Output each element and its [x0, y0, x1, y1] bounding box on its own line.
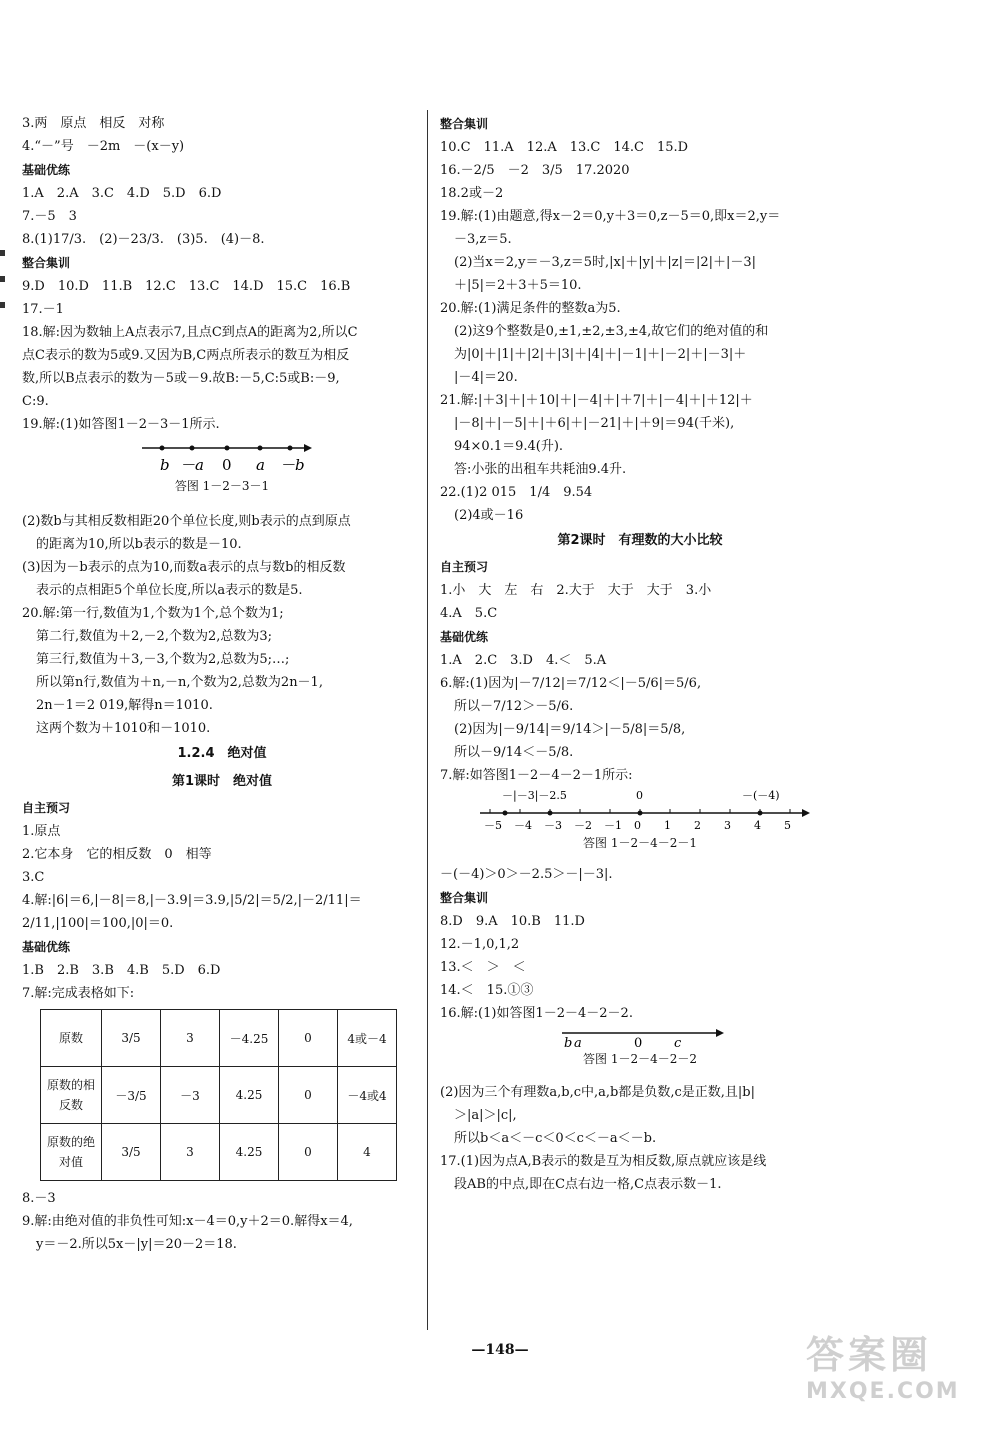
answer-line: 3.C [22, 870, 45, 885]
section-heading: 自主预习 [22, 801, 71, 815]
table-header-cell: 原数 [41, 1010, 102, 1067]
answer-line: －(－4)＞0＞－2.5＞－|－3|. [440, 867, 613, 882]
point-label: －b [280, 456, 305, 474]
point-label: a [256, 456, 265, 474]
answer-line: 点C表示的数为5或9.又因为B,C两点所表示的数互为相反 [22, 348, 350, 363]
point-label: a [574, 1036, 582, 1049]
answer-line: (2)因为三个有理数a,b,c中,a,b都是负数,c是正数,且|b| [440, 1085, 755, 1100]
answer-line: 所以－7/12＞－5/6. [454, 699, 574, 714]
answer-line: 10.C 11.A 12.A 13.C 14.C 15.D [440, 140, 689, 155]
point-label: c [674, 1036, 682, 1049]
section-heading: 整合集训 [440, 117, 489, 131]
answer-line: 的距离为10,所以b表示的数是－10. [36, 537, 242, 552]
table-row [41, 1010, 397, 1067]
answer-line: 所以－9/14＜－5/8. [454, 745, 574, 760]
point-label: 0 [222, 456, 232, 474]
answer-line: 9.D 10.D 11.B 12.C 13.C 14.D 15.C 16.B [22, 279, 351, 294]
answer-line: 19.解:(1)由题意,得x－2＝0,y＋3＝0,z－5＝0,即x＝2,y＝ [440, 209, 781, 224]
point-mark [638, 811, 643, 816]
answer-line: ＋|5|＝2＋3＋5＝10. [454, 278, 582, 293]
point-label: b [564, 1036, 573, 1049]
answer-line: 16.解:(1)如答图1－2－4－2－2. [440, 1006, 633, 1021]
answer-line: 22.(1)2 015 1/4 9.54 [440, 485, 593, 500]
answer-line: 20.解:(1)满足条件的整数a为5. [440, 301, 621, 316]
answer-line: 第二行,数值为＋2,－2,个数为2,总数为3; [36, 629, 272, 644]
answer-line: 1.B 2.B 3.B 4.B 5.D 6.D [22, 963, 221, 978]
table-cell: 0 [279, 1010, 338, 1067]
answer-line: 7.解:完成表格如下: [22, 986, 135, 1001]
answer-line: 14.＜ 15.①③ [440, 983, 534, 998]
section-heading: 基础优练 [440, 630, 489, 644]
point-label: －a [180, 456, 204, 474]
table-header-cell: 原数的绝对值 [41, 1124, 102, 1181]
answer-line: (2)数b与其相反数相距20个单位长度,则b表示的点到原点 [22, 514, 351, 529]
answer-line: 第三行,数值为＋3,－3,个数为2,总数为5;…; [36, 652, 290, 667]
top-label: 0 [636, 789, 643, 802]
answer-line: 数,所以B点表示的数为－5或－9.故B:－5,C:5或B:－9, [22, 371, 340, 386]
column-divider [427, 110, 428, 1330]
point-label: 0 [634, 1036, 643, 1049]
answer-line: 8.－3 [22, 1191, 56, 1206]
table-cell: 4.25 [220, 1124, 279, 1181]
answer-line: 18.解:因为数轴上A点表示7,且点C到点A的距离为2,所以C [22, 325, 358, 340]
answer-line: 2.它本身 它的相反数 0 相等 [22, 847, 212, 862]
answer-line: ＞|a|＞|c|, [454, 1108, 517, 1123]
answer-line: 4.“－”号 －2m －(x－y) [22, 139, 185, 154]
answer-line: 7.解:如答图1－2－4－2－1所示: [440, 768, 633, 783]
tick-label: 0 [634, 819, 641, 832]
section-title: 1.2.4 绝对值 [177, 746, 267, 761]
section-heading: 自主预习 [440, 560, 489, 574]
right-column [440, 112, 840, 1196]
watermark-logo [806, 1324, 976, 1412]
point-mark [225, 446, 230, 451]
table-cell: 4或－4 [338, 1010, 397, 1067]
tick-label: －5 [484, 819, 502, 832]
answer-line: 这两个数为＋1010和－1010. [36, 721, 211, 736]
answer-line: 17.－1 [22, 302, 64, 317]
table-row [41, 1124, 397, 1181]
section-heading: 基础优练 [22, 163, 71, 177]
answer-line: (2)因为|－9/14|＝9/14＞|－5/8|＝5/8, [454, 722, 686, 737]
tick-label: －1 [604, 819, 622, 832]
point-mark [160, 446, 165, 451]
answer-line: (2)当x＝2,y＝－3,z＝5时,|x|＋|y|＋|z|＝|2|＋|－3| [454, 255, 757, 270]
answer-line: 94×0.1＝9.4(升). [454, 439, 564, 454]
table-cell: －3/5 [102, 1067, 161, 1124]
answer-line: 8.D 9.A 10.B 11.D [440, 914, 585, 929]
top-label: －(－4) [742, 789, 780, 802]
answer-line: 9.解:由绝对值的非负性可知:x－4＝0,y＋2＝0.解得x＝4, [22, 1214, 353, 1229]
table-row [41, 1067, 397, 1124]
answer-line: 7.－5 3 [22, 209, 77, 224]
answer-line: 19.解:(1)如答图1－2－3－1所示. [22, 417, 220, 432]
answer-line: 17.(1)因为点A,B表示的数是互为相反数,原点就应该是线 [440, 1154, 767, 1169]
absolute-value-table [40, 1009, 397, 1181]
figure-caption: 答图 1－2－4－2－1 [583, 836, 697, 850]
answer-line: 13.＜ ＞ ＜ [440, 960, 526, 975]
point-mark [190, 446, 195, 451]
arrow-icon [802, 809, 810, 817]
answer-line: －3,z＝5. [454, 232, 512, 247]
answer-line: 表示的点相距5个单位长度,所以a表示的数是5. [36, 583, 303, 598]
tick-label: －4 [514, 819, 532, 832]
table-cell: －4.25 [220, 1010, 279, 1067]
section-heading: 整合集训 [440, 891, 489, 905]
answer-line: (2)这9个整数是0,±1,±2,±3,±4,故它们的绝对值的和 [454, 324, 769, 339]
lesson-title: 第1课时 绝对值 [171, 774, 273, 789]
page-number: —148— [471, 1342, 529, 1358]
answer-line: (3)因为－b表示的点为10,而数a表示的点与数b的相反数 [22, 560, 346, 575]
answer-line: 8.(1)17/3. (2)－23/3. (3)5. (4)－8. [22, 232, 265, 247]
table-cell: 0 [279, 1067, 338, 1124]
tick-label: 3 [724, 819, 731, 832]
answer-line: 21.解:|＋3|＋|＋10|＋|－4|＋|＋7|＋|－4|＋|＋12|＋ [440, 393, 753, 408]
answer-line: 所以第n行,数值为＋n,－n,个数为2,总数为2n－1, [36, 675, 323, 690]
table-cell: 3/5 [102, 1124, 161, 1181]
tick-label: 2 [694, 819, 701, 832]
answer-line: 1.原点 [22, 824, 61, 839]
answer-line: (2)4或－16 [454, 508, 524, 523]
section-heading: 基础优练 [22, 940, 71, 954]
point-label: b [160, 456, 170, 474]
arrow-icon [304, 444, 312, 452]
figure-caption: 答图 1－2－4－2－2 [583, 1052, 697, 1066]
answer-line: 1.A 2.C 3.D 4.＜ 5.A [440, 653, 607, 668]
number-line-figure-1 [22, 436, 422, 476]
lesson-title: 第2课时 有理数的大小比较 [557, 533, 723, 548]
answer-line: |－4|＝20. [454, 370, 518, 385]
table-cell: 3/5 [102, 1010, 161, 1067]
table-cell: 3 [161, 1010, 220, 1067]
point-mark [258, 446, 263, 451]
answer-line: 18.2或－2 [440, 186, 504, 201]
answer-line: 16.－2/5 －2 3/5 17.2020 [440, 163, 630, 178]
answer-line: 1.小 大 左 右 2.大于 大于 大于 3.小 [440, 583, 712, 598]
table-cell: 4 [338, 1124, 397, 1181]
point-mark [503, 811, 508, 816]
table-cell: 3 [161, 1124, 220, 1181]
answer-line: y＝－2.所以5x－|y|＝20－2＝18. [36, 1237, 237, 1252]
answer-line: 答:小张的出租车共耗油9.4升. [454, 462, 627, 477]
top-label: －|－3|－2.5 [502, 789, 567, 802]
point-mark [548, 811, 553, 816]
tick-label: 1 [664, 819, 671, 832]
answer-line: 2n－1＝2 019,解得n＝1010. [36, 698, 213, 713]
tick-label: 5 [784, 819, 791, 832]
tick-label: －3 [544, 819, 562, 832]
answer-line: 6.解:(1)因为|－7/12|＝7/12＜|－5/6|＝5/6, [440, 676, 702, 691]
table-cell: 0 [279, 1124, 338, 1181]
tick-label: 4 [754, 819, 761, 832]
answer-line: 所以b＜a＜－c＜0＜c＜－a＜－b. [454, 1131, 657, 1146]
answer-line: 20.解:第一行,数值为1,个数为1个,总个数为1; [22, 606, 284, 621]
answer-line: 12.－1,0,1,2 [440, 937, 520, 952]
answer-line: |－8|＋|－5|＋|＋6|＋|－21|＋|＋9|＝94(千米), [454, 416, 735, 431]
answer-line: 3.两 原点 相反 对称 [22, 116, 165, 131]
answer-line: 段AB的中点,即在C点右边一格,C点表示数－1. [454, 1177, 722, 1192]
table-cell: －4或4 [338, 1067, 397, 1124]
watermark-url: MXQE.COM [806, 1379, 960, 1404]
table-cell: －3 [161, 1067, 220, 1124]
number-line-figure-3 [440, 1025, 840, 1049]
binding-marks [0, 250, 6, 330]
tick-label: －2 [574, 819, 592, 832]
answer-line: 4.A 5.C [440, 606, 498, 621]
answer-line: 4.解:|6|＝6,|－8|＝8,|－3.9|＝3.9,|5/2|＝5/2,|－2/11|＝ [22, 893, 362, 908]
section-heading: 整合集训 [22, 256, 71, 270]
point-mark [288, 446, 293, 451]
answer-line: 为|0|＋|1|＋|2|＋|3|＋|4|＋|－1|＋|－2|＋|－3|＋ [454, 347, 747, 362]
table-header-cell: 原数的相反数 [41, 1067, 102, 1124]
arrow-icon [716, 1029, 724, 1037]
answer-line: 1.A 2.A 3.C 4.D 5.D 6.D [22, 186, 222, 201]
answer-line: 2/11,|100|＝100,|0|＝0. [22, 916, 174, 931]
number-line-figure-2 [440, 787, 840, 833]
answer-line: C:9. [22, 394, 49, 409]
table-cell: 4.25 [220, 1067, 279, 1124]
point-mark [758, 811, 763, 816]
watermark-text: 答案圈 [806, 1333, 933, 1377]
figure-caption: 答图 1－2－3－1 [174, 479, 270, 493]
left-column [22, 112, 422, 1256]
